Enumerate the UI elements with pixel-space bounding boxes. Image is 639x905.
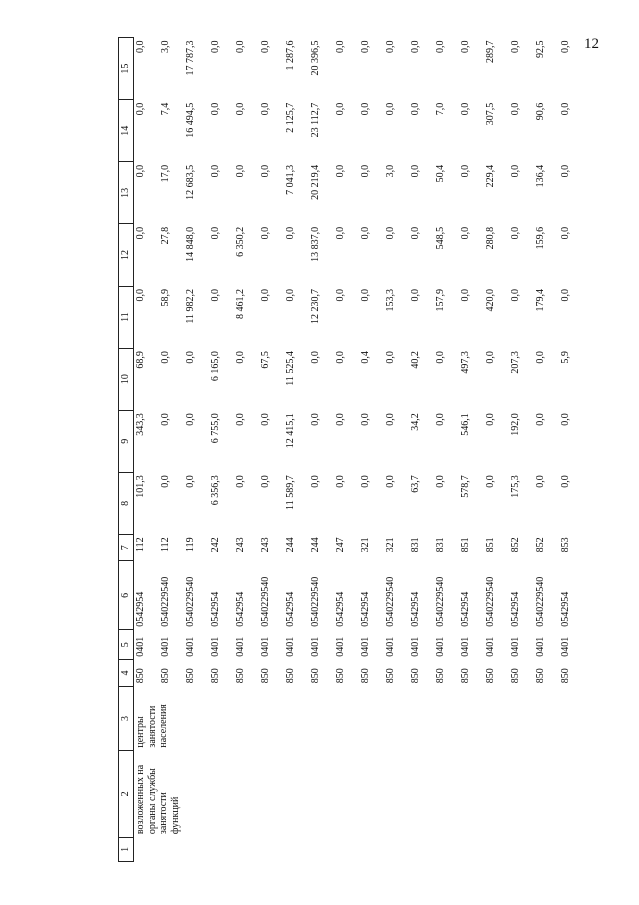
cell-col-7: 321 xyxy=(384,537,396,553)
cell-col-14: 0,0 xyxy=(509,102,521,116)
cell-col-4: 850 xyxy=(309,668,321,684)
cell-col-7: 831 xyxy=(434,537,446,553)
column-header-9: 9 xyxy=(119,410,134,472)
cell-col-13: 0,0 xyxy=(409,164,421,178)
cell-col-4: 850 xyxy=(259,668,271,684)
cell-col-15: 0,0 xyxy=(409,40,421,53)
cell-col-14: 0,0 xyxy=(209,102,221,116)
cell-col-6: 0542954 xyxy=(135,591,146,627)
cell-col-10: 6 165,0 xyxy=(209,351,221,382)
cell-col-15: 20 396,5 xyxy=(309,40,321,76)
cell-col-5: 0401 xyxy=(209,636,221,657)
cell-col-13: 0,0 xyxy=(209,164,221,178)
cell-col-13: 17,0 xyxy=(159,164,171,183)
cell-col-9: 343,3 xyxy=(135,413,146,436)
cell-col-9: 0,0 xyxy=(159,413,171,426)
cell-col-5: 0401 xyxy=(234,636,246,657)
cell-col-11: 157,9 xyxy=(434,289,446,312)
column-header-3: 3 xyxy=(119,686,134,750)
cell-col-6: 0540229540 xyxy=(484,576,496,627)
cell-col-10: 207,3 xyxy=(509,351,521,374)
cell-col-15: 0,0 xyxy=(209,40,221,53)
cell-col-11: 0,0 xyxy=(209,289,221,302)
cell-col-11: 8 461,2 xyxy=(234,289,246,320)
cell-col-11: 12 230,7 xyxy=(309,289,321,325)
cell-col-4: 850 xyxy=(434,668,446,684)
cell-col-13: 50,4 xyxy=(434,164,446,183)
cell-col-8: 63,7 xyxy=(409,475,421,493)
cell-col-6: 0542954 xyxy=(284,591,296,627)
cell-col-13: 12 683,5 xyxy=(184,164,196,200)
cell-col-5: 0401 xyxy=(334,636,346,657)
cell-col-8: 0,0 xyxy=(184,475,196,488)
cell-col-10: 0,0 xyxy=(384,351,396,364)
cell-col-8: 0,0 xyxy=(484,475,496,488)
cell-col-10: 0,4 xyxy=(359,351,371,364)
cell-col-7: 112 xyxy=(135,537,146,553)
cell-col-11: 58,9 xyxy=(159,289,171,307)
cell-col-10: 0,0 xyxy=(309,351,321,364)
cell-col-5: 0401 xyxy=(459,636,471,657)
cell-col-12: 0,0 xyxy=(259,226,271,240)
cell-col-12: 0,0 xyxy=(509,226,521,240)
cell-col-13: 0,0 xyxy=(559,164,571,178)
cell-col-7: 851 xyxy=(459,537,471,553)
cell-col-4: 850 xyxy=(459,668,471,684)
cell-col-5: 0401 xyxy=(309,636,321,657)
cell-col-7: 247 xyxy=(334,537,346,553)
header-row xyxy=(119,38,134,862)
column-header-6: 6 xyxy=(119,561,134,630)
cell-col-7: 244 xyxy=(309,537,321,553)
cell-col-8: 0,0 xyxy=(434,475,446,488)
cell-col-15: 0,0 xyxy=(359,40,371,53)
cell-col-9: 0,0 xyxy=(559,413,571,426)
cell-col-15: 0,0 xyxy=(334,40,346,53)
cell-col-12: 0,0 xyxy=(135,226,146,240)
cell-col-14: 90,6 xyxy=(534,102,546,121)
cell-col-12: 280,8 xyxy=(484,226,496,250)
cell-col-13: 229,4 xyxy=(484,164,496,188)
cell-col-5: 0401 xyxy=(284,636,296,657)
col2-description: возложенных на органы службы занятости функций xyxy=(135,764,181,835)
cell-col-13: 20 219,4 xyxy=(309,164,321,200)
cell-col-8: 175,3 xyxy=(509,475,521,498)
cell-col-12: 13 837,0 xyxy=(309,226,321,262)
cell-col-14: 7,4 xyxy=(159,102,171,116)
cell-col-4: 850 xyxy=(234,668,246,684)
cell-col-14: 0,0 xyxy=(409,102,421,116)
cell-col-14: 0,0 xyxy=(559,102,571,116)
cell-col-7: 242 xyxy=(209,537,221,553)
cell-col-13: 0,0 xyxy=(459,164,471,178)
cell-col-14: 0,0 xyxy=(459,102,471,116)
cell-col-7: 321 xyxy=(359,537,371,553)
page-number: 12 xyxy=(584,36,599,52)
cell-col-15: 0,0 xyxy=(384,40,396,53)
cell-col-4: 850 xyxy=(209,668,221,684)
cell-col-8: 6 356,3 xyxy=(209,475,221,506)
cell-col-12: 0,0 xyxy=(359,226,371,240)
cell-col-4: 850 xyxy=(284,668,296,684)
cell-col-5: 0401 xyxy=(384,636,396,657)
cell-col-9: 0,0 xyxy=(359,413,371,426)
cell-col-6: 0542954 xyxy=(559,591,571,627)
cell-col-8: 0,0 xyxy=(309,475,321,488)
cell-col-10: 0,0 xyxy=(334,351,346,364)
cell-col-7: 831 xyxy=(409,537,421,553)
cell-col-9: 6 755,0 xyxy=(209,413,221,444)
col3-description: центры занятости населения xyxy=(135,704,169,748)
column-header-7: 7 xyxy=(119,534,134,561)
cell-col-15: 0,0 xyxy=(234,40,246,53)
cell-col-7: 119 xyxy=(184,537,196,553)
cell-col-10: 0,0 xyxy=(434,351,446,364)
cell-col-6: 0540229540 xyxy=(384,576,396,627)
cell-col-6: 0540229540 xyxy=(159,576,171,627)
cell-col-13: 0,0 xyxy=(509,164,521,178)
cell-col-13: 0,0 xyxy=(234,164,246,178)
cell-col-13: 0,0 xyxy=(259,164,271,178)
cell-col-11: 0,0 xyxy=(559,289,571,302)
cell-col-8: 0,0 xyxy=(559,475,571,488)
cell-col-11: 0,0 xyxy=(135,289,146,302)
cell-col-15: 0,0 xyxy=(259,40,271,53)
cell-col-15: 0,0 xyxy=(559,40,571,53)
cell-col-15: 17 787,3 xyxy=(184,40,196,76)
cell-col-6: 0542954 xyxy=(509,591,521,627)
cell-col-14: 0,0 xyxy=(234,102,246,116)
cell-col-8: 0,0 xyxy=(534,475,546,488)
cell-col-12: 27,8 xyxy=(159,226,171,245)
column-header-8: 8 xyxy=(119,472,134,534)
cell-col-6: 0542954 xyxy=(409,591,421,627)
column-header-10: 10 xyxy=(119,348,134,410)
cell-col-9: 0,0 xyxy=(434,413,446,426)
cell-col-14: 23 112,7 xyxy=(309,102,321,138)
cell-col-7: 852 xyxy=(509,537,521,553)
cell-col-7: 851 xyxy=(484,537,496,553)
budget-table-sheet xyxy=(118,37,571,862)
cell-col-4: 850 xyxy=(534,668,546,684)
cell-col-8: 0,0 xyxy=(334,475,346,488)
cell-col-14: 307,5 xyxy=(484,102,496,126)
cell-col-14: 2 125,7 xyxy=(284,102,296,133)
cell-col-15: 0,0 xyxy=(509,40,521,53)
cell-col-6: 0542954 xyxy=(359,591,371,627)
cell-col-10: 40,2 xyxy=(409,351,421,369)
cell-col-10: 5,9 xyxy=(559,351,571,364)
cell-col-14: 16 494,5 xyxy=(184,102,196,138)
cell-col-7: 243 xyxy=(259,537,271,553)
cell-col-10: 0,0 xyxy=(159,351,171,364)
cell-col-9: 0,0 xyxy=(384,413,396,426)
cell-col-15: 0,0 xyxy=(459,40,471,53)
cell-col-12: 0,0 xyxy=(459,226,471,240)
cell-col-6: 0542954 xyxy=(459,591,471,627)
cell-col-15: 0,0 xyxy=(434,40,446,53)
cell-col-9: 192,0 xyxy=(509,413,521,436)
cell-col-15: 0,0 xyxy=(135,40,146,53)
cell-col-5: 0401 xyxy=(434,636,446,657)
cell-col-7: 243 xyxy=(234,537,246,553)
cell-col-14: 0,0 xyxy=(135,102,146,116)
cell-col-6: 0542954 xyxy=(234,591,246,627)
cell-col-5: 0401 xyxy=(409,636,421,657)
cell-col-10: 0,0 xyxy=(534,351,546,364)
cell-col-5: 0401 xyxy=(184,636,196,657)
cell-col-8: 101,3 xyxy=(135,475,146,498)
cell-col-13: 7 041,3 xyxy=(284,164,296,195)
cell-col-9: 0,0 xyxy=(184,413,196,426)
cell-col-12: 0,0 xyxy=(409,226,421,240)
cell-col-14: 0,0 xyxy=(334,102,346,116)
cell-col-13: 0,0 xyxy=(359,164,371,178)
cell-col-12: 0,0 xyxy=(209,226,221,240)
budget-table xyxy=(118,37,584,862)
cell-col-4: 850 xyxy=(559,668,571,684)
cell-col-7: 244 xyxy=(284,537,296,553)
cell-col-7: 112 xyxy=(159,537,171,553)
cell-col-5: 0401 xyxy=(509,636,521,657)
column-header-15: 15 xyxy=(119,38,134,100)
cell-col-11: 179,4 xyxy=(534,289,546,312)
cell-col-6: 0540229540 xyxy=(309,576,321,627)
cell-col-13: 136,4 xyxy=(534,164,546,188)
cell-col-10: 0,0 xyxy=(484,351,496,364)
cell-col-15: 3,0 xyxy=(159,40,171,53)
column-header-4: 4 xyxy=(119,660,134,687)
cell-col-12: 0,0 xyxy=(284,226,296,240)
column-header-1: 1 xyxy=(119,837,134,861)
cell-col-15: 1 287,6 xyxy=(284,40,296,71)
cell-col-4: 850 xyxy=(184,668,196,684)
cell-col-10: 68,9 xyxy=(135,351,146,369)
cell-col-6: 0540229540 xyxy=(259,576,271,627)
cell-col-6: 0540229540 xyxy=(534,576,546,627)
cell-col-5: 0401 xyxy=(159,636,171,657)
cell-col-12: 0,0 xyxy=(334,226,346,240)
cell-col-9: 0,0 xyxy=(234,413,246,426)
cell-col-11: 420,0 xyxy=(484,289,496,312)
cell-col-5: 0401 xyxy=(135,636,146,657)
column-header-12: 12 xyxy=(119,224,134,286)
cell-col-8: 0,0 xyxy=(359,475,371,488)
cell-col-11: 0,0 xyxy=(409,289,421,302)
cell-col-10: 0,0 xyxy=(234,351,246,364)
cell-col-15: 92,5 xyxy=(534,40,546,58)
cell-col-13: 3,0 xyxy=(384,164,396,178)
cell-col-9: 0,0 xyxy=(484,413,496,426)
cell-col-9: 12 415,1 xyxy=(284,413,296,449)
column-header-13: 13 xyxy=(119,162,134,224)
column-header-5: 5 xyxy=(119,630,134,660)
cell-col-15: 289,7 xyxy=(484,40,496,63)
cell-col-6: 0542954 xyxy=(209,591,221,627)
column-header-11: 11 xyxy=(119,286,134,348)
cell-col-9: 34,2 xyxy=(409,413,421,431)
cell-col-8: 11 589,7 xyxy=(284,475,296,510)
cell-col-5: 0401 xyxy=(534,636,546,657)
cell-col-6: 0542954 xyxy=(334,591,346,627)
cell-col-4: 850 xyxy=(135,668,146,684)
cell-col-11: 0,0 xyxy=(459,289,471,302)
cell-col-10: 0,0 xyxy=(184,351,196,364)
col1-cell xyxy=(134,837,584,861)
cell-col-10: 67,5 xyxy=(259,351,271,369)
cell-col-8: 0,0 xyxy=(384,475,396,488)
cell-col-9: 0,0 xyxy=(259,413,271,426)
table-row xyxy=(134,38,159,862)
cell-col-11: 0,0 xyxy=(359,289,371,302)
cell-col-4: 850 xyxy=(384,668,396,684)
cell-col-9: 0,0 xyxy=(534,413,546,426)
cell-col-10: 11 525,4 xyxy=(284,351,296,386)
cell-col-12: 6 350,2 xyxy=(234,226,246,257)
column-header-2: 2 xyxy=(119,751,134,838)
cell-col-12: 159,6 xyxy=(534,226,546,250)
cell-col-10: 497,3 xyxy=(459,351,471,374)
cell-col-11: 11 982,2 xyxy=(184,289,196,324)
cell-col-6: 0540229540 xyxy=(434,576,446,627)
cell-col-11: 0,0 xyxy=(259,289,271,302)
cell-col-5: 0401 xyxy=(559,636,571,657)
cell-col-11: 0,0 xyxy=(284,289,296,302)
cell-col-7: 852 xyxy=(534,537,546,553)
cell-col-8: 578,7 xyxy=(459,475,471,498)
cell-col-5: 0401 xyxy=(484,636,496,657)
cell-col-5: 0401 xyxy=(359,636,371,657)
cell-col-13: 0,0 xyxy=(334,164,346,178)
cell-col-4: 850 xyxy=(409,668,421,684)
cell-col-4: 850 xyxy=(484,668,496,684)
table-body xyxy=(134,38,584,862)
cell-col-8: 0,0 xyxy=(159,475,171,488)
cell-col-4: 850 xyxy=(334,668,346,684)
cell-col-14: 0,0 xyxy=(384,102,396,116)
cell-col-8: 0,0 xyxy=(259,475,271,488)
cell-col-9: 546,1 xyxy=(459,413,471,436)
cell-col-4: 850 xyxy=(359,668,371,684)
cell-col-8: 0,0 xyxy=(234,475,246,488)
cell-col-11: 153,3 xyxy=(384,289,396,312)
cell-col-6: 0540229540 xyxy=(184,576,196,627)
cell-col-11: 0,0 xyxy=(509,289,521,302)
cell-col-13: 0,0 xyxy=(135,164,146,178)
cell-col-14: 7,0 xyxy=(434,102,446,116)
cell-col-12: 0,0 xyxy=(559,226,571,240)
cell-col-14: 0,0 xyxy=(259,102,271,116)
cell-col-4: 850 xyxy=(159,668,171,684)
cell-col-12: 14 848,0 xyxy=(184,226,196,262)
cell-col-9: 0,0 xyxy=(309,413,321,426)
cell-col-14: 0,0 xyxy=(359,102,371,116)
cell-col-5: 0401 xyxy=(259,636,271,657)
cell-col-12: 0,0 xyxy=(384,226,396,240)
cell-col-7: 853 xyxy=(559,537,571,553)
column-header-14: 14 xyxy=(119,100,134,162)
cell-col-9: 0,0 xyxy=(334,413,346,426)
cell-col-11: 0,0 xyxy=(334,289,346,302)
cell-col-4: 850 xyxy=(509,668,521,684)
cell-col-12: 548,5 xyxy=(434,226,446,250)
